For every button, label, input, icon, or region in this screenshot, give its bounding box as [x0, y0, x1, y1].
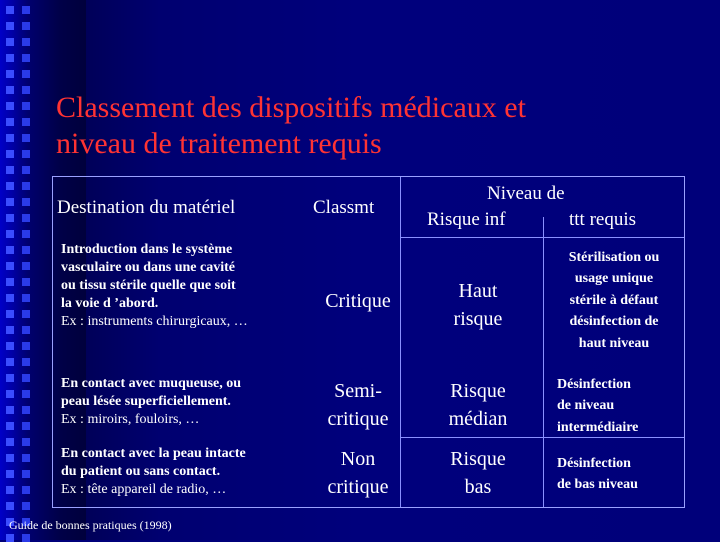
decorative-square	[6, 454, 14, 462]
row1-risk	[423, 277, 533, 333]
decorative-square	[22, 502, 30, 510]
row2-risk-line2: médian	[448, 408, 508, 430]
decorative-square	[6, 326, 14, 334]
decorative-square	[22, 134, 30, 142]
row1-risk-line2: risque	[453, 308, 503, 330]
divider-row2-row3	[400, 437, 684, 438]
decorative-square	[22, 86, 30, 94]
decorative-square	[6, 470, 14, 478]
decorative-square	[6, 22, 14, 30]
title-line-1: Classement des dispositifs médicaux et	[56, 91, 526, 124]
decorative-square	[22, 486, 30, 494]
decorative-square	[6, 198, 14, 206]
row1-ttt-line1: Stérilisation ou	[568, 250, 660, 265]
decorative-square	[6, 246, 14, 254]
row1-ttt-line2: usage unique	[574, 271, 654, 287]
row2-risk-line1: Risque	[450, 380, 506, 402]
decorative-square	[6, 182, 14, 190]
decorative-square	[6, 358, 14, 366]
row3-destination	[61, 445, 246, 499]
decorative-square	[22, 166, 30, 174]
decorative-square	[6, 54, 14, 62]
decorative-square	[6, 166, 14, 174]
row1-class-line1: Critique	[325, 290, 391, 312]
row1-treatment	[545, 247, 683, 354]
row3-class	[298, 445, 418, 501]
decorative-square	[22, 262, 30, 270]
decorative-square	[6, 438, 14, 446]
decorative-square	[22, 6, 30, 14]
decorative-square	[6, 374, 14, 382]
decorative-square	[22, 70, 30, 78]
decorative-square	[22, 294, 30, 302]
decorative-square	[6, 70, 14, 78]
decorative-square	[22, 358, 30, 366]
row1-risk-line1: Haut	[458, 280, 498, 302]
divider-col-risk-ttt	[543, 217, 544, 507]
decorative-square	[22, 22, 30, 30]
row1-ttt-line5: haut niveau	[578, 335, 650, 351]
row3-dest-line2: du patient ou sans contact.	[61, 464, 221, 479]
decorative-square	[22, 374, 30, 382]
row2-class	[298, 377, 418, 433]
decorative-square	[6, 230, 14, 238]
row1-dest-line3: ou tissu stérile quelle que soit	[61, 278, 236, 293]
row2-dest-line1: En contact avec muqueuse, ou	[61, 376, 242, 391]
decorative-square	[6, 102, 14, 110]
decorative-square	[22, 326, 30, 334]
row3-ttt-line2: de bas niveau	[557, 477, 638, 493]
decorative-squares-left	[6, 0, 14, 540]
decorative-square	[6, 86, 14, 94]
decorative-square	[22, 246, 30, 254]
decorative-square	[6, 134, 14, 142]
decorative-square	[6, 150, 14, 158]
divider-header	[400, 237, 684, 238]
decorative-square	[22, 278, 30, 286]
row2-class-line2: critique	[327, 408, 389, 430]
row2-destination	[61, 375, 241, 429]
decorative-square	[22, 102, 30, 110]
decorative-square	[6, 486, 14, 494]
row2-dest-line2: peau lésée superficiellement.	[61, 394, 231, 409]
classification-table	[52, 176, 685, 508]
decorative-square	[22, 150, 30, 158]
header-ttt-requis: ttt requis	[569, 209, 637, 230]
decorative-square	[22, 118, 30, 126]
decorative-squares-right	[22, 0, 30, 540]
decorative-square	[6, 262, 14, 270]
decorative-square	[6, 502, 14, 510]
row2-ttt-line3: intermédiaire	[557, 419, 639, 435]
decorative-square	[6, 38, 14, 46]
row3-example: Ex : tête appareil de radio, …	[61, 482, 227, 497]
decorative-square	[22, 390, 30, 398]
row3-class-line1: Non	[340, 448, 376, 470]
row2-ttt-line2: de niveau	[557, 398, 615, 414]
row2-example: Ex : miroirs, fouloirs, …	[61, 412, 200, 427]
row1-ttt-line4: désinfection de	[569, 314, 659, 330]
decorative-square	[22, 342, 30, 350]
decorative-square	[6, 406, 14, 414]
decorative-square	[6, 390, 14, 398]
decorative-square	[22, 230, 30, 238]
header-classmt: Classmt	[313, 197, 375, 218]
row1-class	[298, 287, 418, 315]
row2-ttt-line1: Désinfection	[557, 377, 631, 392]
header-risque-inf: Risque inf	[427, 209, 506, 230]
decorative-square	[22, 38, 30, 46]
decorative-square	[6, 118, 14, 126]
decorative-square	[22, 198, 30, 206]
decorative-square	[6, 294, 14, 302]
row1-dest-line1: Introduction dans le système	[61, 242, 233, 257]
row3-treatment	[557, 453, 638, 496]
row1-destination	[61, 241, 248, 331]
row3-risk	[423, 445, 533, 501]
decorative-square	[22, 182, 30, 190]
decorative-square	[22, 310, 30, 318]
row2-class-line1: Semi-	[334, 380, 382, 402]
header-destination: Destination du matériel	[57, 197, 236, 218]
row3-ttt-line1: Désinfection	[557, 456, 631, 471]
decorative-square	[6, 310, 14, 318]
decorative-square	[6, 342, 14, 350]
row2-treatment	[557, 374, 638, 438]
row3-dest-line1: En contact avec la peau intacte	[61, 446, 246, 461]
slide-title	[56, 90, 696, 162]
decorative-square	[22, 470, 30, 478]
decorative-square	[6, 278, 14, 286]
decorative-square	[22, 438, 30, 446]
row3-risk-line2: bas	[464, 476, 492, 498]
row1-ttt-line3: stérile à défaut	[569, 292, 659, 308]
decorative-square	[6, 214, 14, 222]
decorative-square	[22, 406, 30, 414]
row3-class-line2: critique	[327, 476, 389, 498]
decorative-square	[6, 6, 14, 14]
decorative-square	[6, 534, 14, 542]
decorative-square	[22, 454, 30, 462]
decorative-square	[22, 422, 30, 430]
decorative-square	[22, 214, 30, 222]
title-line-2: niveau de traitement requis	[56, 127, 382, 160]
row1-dest-line2: vasculaire ou dans une cavité	[61, 260, 235, 275]
decorative-square	[22, 534, 30, 542]
row1-dest-line4: la voie d ’abord.	[61, 296, 159, 311]
decorative-square	[6, 422, 14, 430]
row1-example: Ex : instruments chirurgicaux, …	[61, 314, 248, 329]
header-niveau-de: Niveau de	[487, 183, 565, 204]
row3-risk-line1: Risque	[450, 448, 506, 470]
decorative-square	[22, 54, 30, 62]
row2-risk	[423, 377, 533, 433]
source-footnote: Guide de bonnes pratiques (1998)	[9, 518, 172, 532]
